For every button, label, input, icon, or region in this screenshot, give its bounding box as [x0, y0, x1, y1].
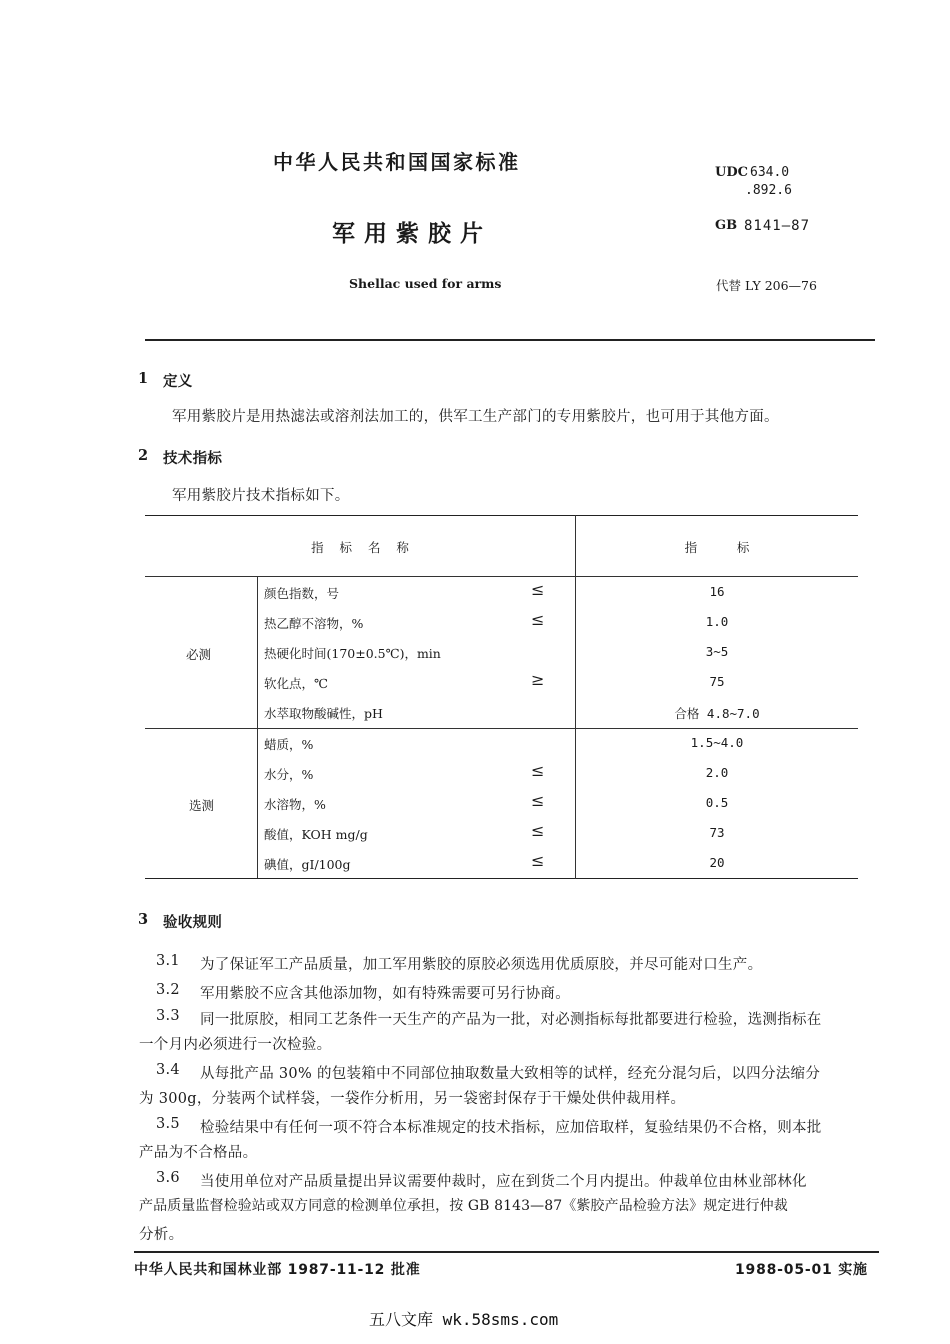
- table-divider-group: [257, 576, 258, 878]
- udc-line-2: .892.6: [745, 183, 792, 198]
- national-standard-title: 中华人民共和国国家标准: [273, 150, 521, 174]
- table-row-value: 1.0: [705, 614, 729, 629]
- clause-text-continued: 产品为不合格品。: [139, 1145, 258, 1161]
- table-row-name: 软化点，℃: [264, 676, 328, 691]
- table-divider-main: [575, 515, 576, 879]
- clause-text: 同一批原胶，相同工艺条件一天生产的产品为一批，对必测指标每批都要进行检验，选测指标在: [200, 1012, 822, 1028]
- effective-date: 1988-05-01 实施: [735, 1262, 868, 1278]
- section-3-number: 3: [138, 911, 149, 928]
- clause-text: 军用紫胶不应含其他添加物，如有特殊需要可另行协商。: [200, 986, 570, 1002]
- gb-label: GB: [715, 218, 738, 233]
- group-label-required: 必测: [186, 647, 212, 662]
- clause-number: 3.2: [156, 982, 180, 998]
- footer-rule: [134, 1251, 879, 1253]
- group-label-optional: 选测: [189, 798, 215, 813]
- table-row-symbol: ≤: [531, 851, 545, 870]
- table-row-name: 水萃取物酸碱性，pH: [264, 706, 383, 721]
- watermark: 五八文库 wk.58sms.com: [369, 1310, 559, 1329]
- table-row-symbol: ≤: [531, 610, 545, 629]
- section-1-title: 定义: [163, 374, 193, 390]
- table-group-rule: [145, 728, 858, 729]
- header-rule: [145, 339, 875, 341]
- table-row-value: 20: [709, 855, 725, 870]
- clause-number: 3.1: [156, 953, 180, 969]
- table-row-value: 16: [709, 584, 725, 599]
- table-row-symbol: ≤: [531, 761, 545, 780]
- table-row-symbol: ≥: [531, 670, 545, 689]
- english-title: Shellac used for arms: [349, 276, 502, 291]
- table-row-name: 颜色指数，号: [264, 586, 340, 601]
- table-row-value: 3~5: [705, 644, 729, 659]
- clause-text-continued: 为 300g，分装两个试样袋，一袋作分析用，另一袋密封保存于干燥处供仲裁用样。: [139, 1091, 686, 1107]
- table-row-name: 酸值，KOH mg/g: [264, 827, 368, 842]
- section-2-title: 技术指标: [163, 451, 223, 467]
- table-row-symbol: ≤: [531, 791, 545, 810]
- document-title: 军用紫胶片: [332, 221, 492, 247]
- clause-number: 3.5: [156, 1116, 180, 1132]
- table-row-value: 73: [709, 825, 725, 840]
- table-header-name: 指 标 名 称: [311, 540, 409, 555]
- table-row-value: 2.0: [705, 765, 729, 780]
- table-header-value: 指 标: [684, 540, 750, 555]
- clause-text: 检验结果中有任何一项不符合本标准规定的技术指标，应加倍取样，复验结果仍不合格，则本批: [200, 1120, 822, 1136]
- section-1-number: 1: [138, 370, 149, 387]
- clause-number: 3.6: [156, 1170, 180, 1186]
- clause-text-continued: 分析。: [139, 1227, 184, 1243]
- clause-number: 3.4: [156, 1062, 180, 1078]
- table-row-name: 碘值，gI/100g: [264, 857, 351, 872]
- clause-text-continued: 一个月内必须进行一次检验。: [139, 1037, 332, 1053]
- section-2-number: 2: [138, 447, 149, 464]
- table-row-value: 1.5~4.0: [690, 735, 744, 750]
- table-row-name: 水溶物，%: [264, 797, 326, 812]
- approval-line: 中华人民共和国林业部 1987-11-12 批准: [134, 1262, 421, 1278]
- table-row-symbol: ≤: [531, 580, 545, 599]
- table-row-name: 水分，%: [264, 767, 314, 782]
- section-2-intro: 军用紫胶片技术指标如下。: [172, 488, 350, 504]
- clause-text: 当使用单位对产品质量提出异议需要仲裁时，应在到货二个月内提出。仲裁单位由林业部林化: [200, 1174, 807, 1190]
- replaces-standard: 代替 LY 206—76: [716, 278, 817, 293]
- gb-number: 8141—87: [744, 218, 811, 234]
- udc-label: UDC: [715, 165, 748, 180]
- clause-text: 为了保证军工产品质量，加工军用紫胶的原胶必须选用优质原胶，并尽可能对口生产。: [200, 957, 763, 973]
- udc-line-1: 634.0: [750, 165, 790, 180]
- clause-text: 从每批产品 30% 的包装箱中不同部位抽取数量大致相等的试样，经充分混匀后，以四分法缩分: [200, 1066, 821, 1082]
- clause-text-continued: 产品质量监督检验站或双方同意的检测单位承担，按 GB 8143—87《紫胶产品检验方法》规定进行仲裁: [139, 1198, 788, 1214]
- table-top-rule: [145, 515, 858, 516]
- table-bottom-rule: [145, 878, 858, 879]
- clause-number: 3.3: [156, 1008, 180, 1024]
- table-row-value: 0.5: [705, 795, 729, 810]
- table-row-value: 合格 4.8~7.0: [674, 706, 760, 721]
- table-row-name: 热硬化时间(170±0.5℃)，min: [264, 646, 441, 661]
- table-header-rule: [145, 576, 858, 577]
- section-3-title: 验收规则: [163, 915, 223, 931]
- section-1-text: 军用紫胶片是用热滤法或溶剂法加工的，供军工生产部门的专用紫胶片，也可用于其他方面。: [172, 409, 779, 425]
- table-row-symbol: ≤: [531, 821, 545, 840]
- table-row-value: 75: [709, 674, 725, 689]
- table-row-name: 蜡质，%: [264, 737, 314, 752]
- table-row-name: 热乙醇不溶物，%: [264, 616, 364, 631]
